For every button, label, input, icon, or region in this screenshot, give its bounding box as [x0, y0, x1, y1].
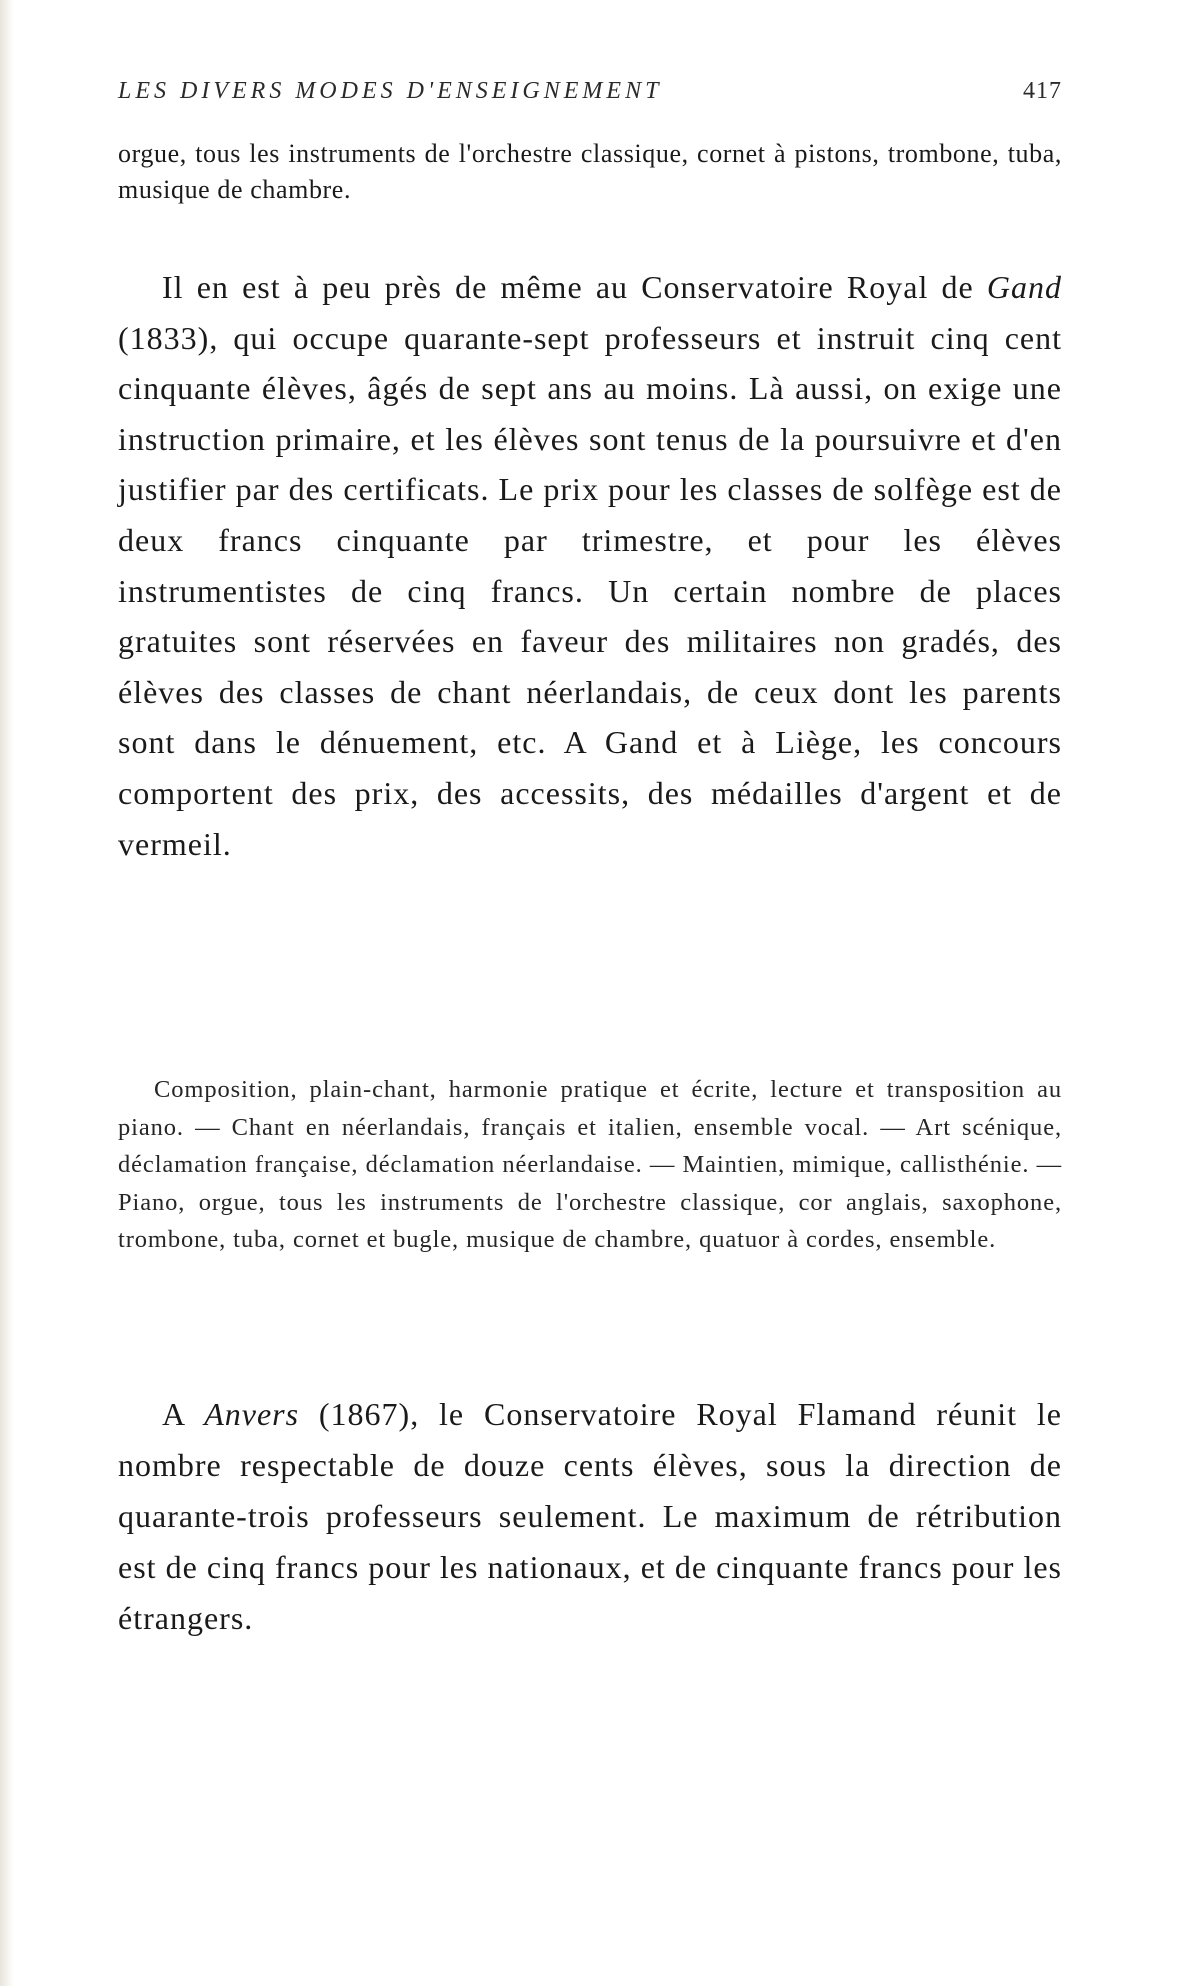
paragraph-gand	[118, 262, 1062, 869]
running-title: LES DIVERS MODES D'ENSEIGNEMENT	[118, 78, 663, 104]
city-name-gand: Gand	[986, 269, 1062, 305]
paragraph-gand-text-before: Il en est à peu près de même au Conservatoire Royal de	[162, 269, 987, 305]
running-header	[118, 78, 1062, 114]
paragraph-anvers-text-before: A	[162, 1396, 205, 1432]
paragraph-gand-text-after: (1833), qui occupe quarante-sept professeurs et instruit cinq cent cinquante élèves, âgés de sept ans au moins. Là aussi, on exige une instruction primaire, et les élèves sont tenus de la poursuivre et d'en justifier par des certificats. Le prix pour les classes de solfège est de deux francs cinquante par trimestre, et pour les élèves instrumentistes de cinq francs. Un certain nombre de places gratuites sont réservées en faveur des militaires non gradés, des élèves des classes de chant néerlandais, de ceux dont les parents sont dans le dénuement, etc. A Gand et à Liège, les concours comportent des prix, des accessits, des médailles d'argent et de vermeil.	[118, 319, 1062, 862]
paragraph-anvers	[118, 1389, 1062, 1644]
paragraph-anvers-text-after: (1867), le Conservatoire Royal Flamand réunit le nombre respectable de douze cents élèves, sous la direction de quarante-trois professeurs seulement. Le maximum de rétribution est de cinq francs pour les nationaux, et de cinquante francs pour les étrangers.	[118, 1396, 1063, 1636]
course-list-paragraph	[118, 1071, 1062, 1259]
page-number: 417	[1023, 78, 1062, 104]
city-name-anvers: Anvers	[204, 1396, 300, 1432]
page-edge-shadow	[0, 0, 14, 1986]
continuation-paragraph	[118, 136, 1062, 208]
course-list-text: Composition, plain-chant, harmonie pratique et écrite, lecture et transposition au piano. — Chant en néerlandais, français et italien, ensemble vocal. — Art scénique, déclamation française, déclamation néerlandaise. — Maintien, mimique, callisthénie. — Piano, orgue, tous les instruments de l'orchestre classique, cor anglais, saxophone, trombone, tuba, cornet et bugle, musique de chambre, quatuor à cordes, ensemble.	[118, 1076, 1062, 1253]
paragraph-gand-body	[118, 262, 1062, 869]
continuation-text: orgue, tous les instruments de l'orchestre classique, cornet à pistons, trombone, tuba, musique de chambre.	[118, 139, 1062, 204]
paragraph-anvers-body	[118, 1389, 1062, 1644]
